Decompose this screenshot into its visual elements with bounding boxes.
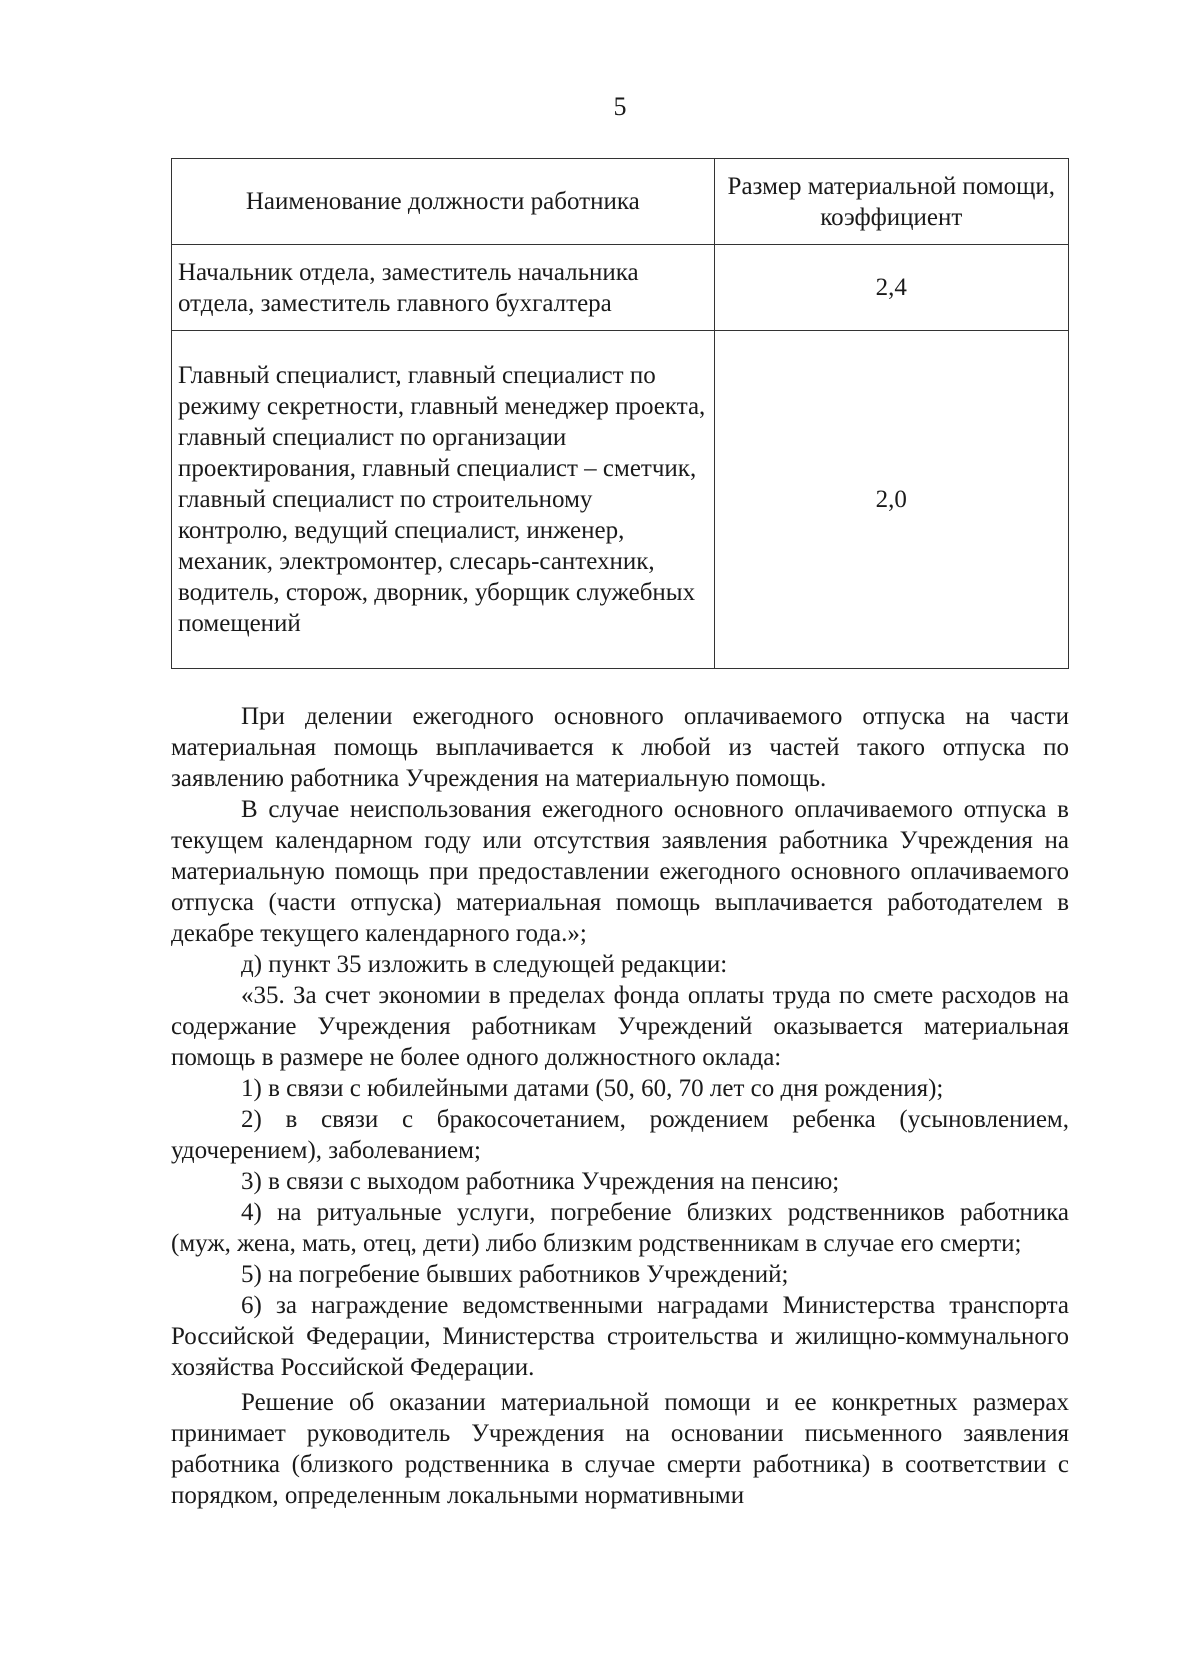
row-position: Начальник отдела, заместитель начальника отдела, заместитель главного бухгалтера	[172, 245, 715, 331]
assistance-coefficient-table	[171, 158, 1069, 669]
list-item: 5) на погребение бывших работников Учреждений;	[241, 1261, 789, 1288]
row-coefficient: 2,0	[714, 331, 1068, 669]
header-coefficient: Размер материальной помощи, коэффициент	[714, 159, 1068, 245]
list-item: 3) в связи с выходом работника Учреждения на пенсию;	[241, 1168, 840, 1195]
paragraph: При делении ежегодного основного оплачиваемого отпуска на части материальная помощь выплачивается к любой из частей такого отпуска по заявлению работника Учреждения на материальную помощь.	[171, 703, 1069, 792]
list-item: 4) на ритуальные услуги, погребение близких родственников работника (муж, жена, мать, отец, дети) либо близким родственникам в случае его смерти;	[171, 1199, 1069, 1257]
document-body	[171, 701, 1069, 1511]
list-item: 1) в связи с юбилейными датами (50, 60, 70 лет со дня рождения);	[241, 1075, 944, 1102]
row-coefficient: 2,4	[714, 245, 1068, 331]
list-item: 6) за награждение ведомственными наградами Министерства транспорта Российской Федерации, Министерства строительства и жилищно-коммунального хозяйства Российской Федерации.	[171, 1292, 1069, 1381]
paragraph: Решение об оказании материальной помощи и ее конкретных размерах принимает руководитель Учреждения на основании письменного заявления работника (близкого родственника в случае смерти работника) в соответствии с порядком, определенным локальными нормативными	[171, 1389, 1069, 1509]
row-position: Главный специалист, главный специалист по режиму секретности, главный менеджер проекта, главный специалист по организации проектирования, главный специалист – сметчик, главный специалист по строительному контролю, ведущий специалист, инженер, механик, электромонтер, слесарь-сантехник, водитель, сторож, дворник, уборщик служебных помещений	[172, 331, 715, 669]
header-position: Наименование должности работника	[172, 159, 715, 245]
table-header-row	[172, 159, 1069, 245]
paragraph: В случае неиспользования ежегодного основного оплачиваемого отпуска в текущем календарном году или отсутствия заявления работника Учреждения на материальную помощь при предоставлении ежегодного основного оплачиваемого отпуска (части отпуска) материальная помощь выплачивается работодателем в декабре текущего календарного года.»;	[171, 796, 1069, 947]
page-number: 5	[613, 92, 627, 121]
paragraph: д) пункт 35 изложить в следующей редакции:	[241, 951, 728, 978]
table-row	[172, 245, 1069, 331]
list-item: 2) в связи с бракосочетанием, рождением ребенка (усыновлением, удочерением), заболеванием;	[171, 1106, 1069, 1164]
paragraph: «35. За счет экономии в пределах фонда оплаты труда по смете расходов на содержание Учреждения работникам Учреждений оказывается материальная помощь в размере не более одного должностного оклада:	[171, 982, 1069, 1071]
table-row	[172, 331, 1069, 669]
